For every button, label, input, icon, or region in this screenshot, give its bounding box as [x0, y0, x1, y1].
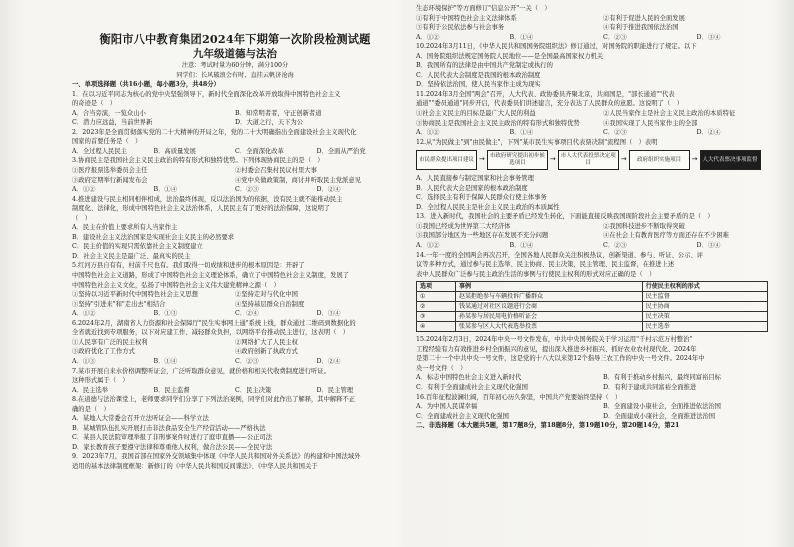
- text-line: 5.红河万县自有有，村前千尺也有。我们取得一切成绩和进步的根本原因是：开辟了: [72, 262, 305, 270]
- option-item: B．①③: [153, 310, 178, 318]
- text-line: 二、非选择题（本大题共5题，第17题8分，第18题8分，第19题10分，第20题14分，第21: [416, 422, 680, 430]
- table-cell: ④: [417, 322, 456, 332]
- text-line: D．全过程人民民主是社会主义民主政治的本质属性: [416, 203, 560, 211]
- text-line: D．家长教育孩子要遵守法律和尊重他人权利，做合法公民——全民守法: [72, 443, 273, 451]
- option-item: A．①②: [72, 310, 96, 318]
- text-line: A．某地人大常委会召开立法听证会——科学立法: [72, 415, 209, 423]
- flow-step: 政府组织实施项目: [629, 150, 690, 170]
- text-line: 1．在以习近平同志为核心的党中央坚强领导下，新时代全面深化改革开放取得中国特色社会主义: [72, 90, 341, 98]
- option-row: [416, 119, 790, 129]
- left-question-list: [72, 80, 398, 471]
- option-row: [416, 231, 790, 241]
- option-item: ②人民当家作主是社会主义民主政治的本质特征: [603, 110, 736, 118]
- option-item: B．全面建设小康社会，全面推进依法治国: [603, 403, 721, 411]
- text-line: 表中人民群众广泛参与民主政治生活的事例与行使民主权利的形式对应正确的是（ ）: [416, 270, 656, 278]
- table-cell: 张某参与区人大代表选举投票: [456, 322, 643, 332]
- option-item: B．①④: [509, 242, 534, 250]
- option-item: C．②④: [235, 310, 259, 318]
- option-item: ②坚持走对与代化中国: [235, 291, 298, 299]
- option-row: [72, 166, 398, 176]
- text-line: C．民主价值的实现只需依靠社会主义制度建立: [72, 243, 203, 251]
- text-line: 工程经验有力有效推进乡村全面振兴的意见，提出深入推进乡村振兴、抓好农业农村现代化、2024年: [416, 345, 697, 353]
- option-row: [72, 347, 398, 357]
- arrow-right-icon: →: [691, 155, 698, 164]
- option-item: A．①②: [416, 129, 440, 137]
- option-item: ①人民享有广泛的民主权利: [72, 338, 148, 346]
- option-item: ②有利于促进人民的全面发展: [603, 14, 685, 22]
- option-item: A．全过程人民民主: [72, 147, 127, 155]
- option-row: [416, 412, 790, 422]
- arrow-right-icon: →: [479, 155, 485, 164]
- text-line: 4.推进建设与民主相同相伴相成，法治最终体现，反以法治国为的依据，没有民主就不能推动民主: [72, 195, 343, 203]
- option-item: ③有利于公民依法参与社会事务: [416, 24, 505, 32]
- option-item: C．②③: [235, 186, 259, 194]
- text-line: A．国务院组织法规定国务院人民地位——是全国最高国家权力机关: [416, 52, 604, 60]
- option-item: ③我国部分地区为一些地区存在发展不充分问题: [416, 232, 549, 240]
- table-cell: 民主选举: [642, 322, 767, 332]
- right-column: [416, 4, 790, 544]
- option-row: [416, 33, 790, 43]
- option-item: D．大道之行，天下为公: [235, 119, 304, 127]
- text-line: 2．2023年是全面贯彻落实党的二十大精神的开局之年，党的二十大明确指出全面建设社会主义现代化: [72, 128, 357, 136]
- text-line: 12.从"为民做主"到"由民做主"，下列"某市民生实事项目代表票决制"流程图（ ）表明: [416, 138, 658, 146]
- table-cell: 赵某拒绝参与车辆投诉广播群众: [456, 292, 643, 302]
- option-row: [416, 109, 790, 119]
- option-item: ②网络扩大了人民主权: [235, 338, 298, 346]
- text-line: （ ）: [72, 214, 91, 222]
- text-line: 7.某市开展自来水价格调整听证会，广泛听取群众意见，就价格和相关代收费制度进行听证。: [72, 367, 330, 375]
- option-item: B．①④: [509, 33, 534, 41]
- option-item: ①医疗报票选举委员会主任: [72, 167, 148, 175]
- table-cell: 民主监督: [642, 292, 767, 302]
- option-item: D．全面从严治党: [316, 147, 366, 155]
- option-item: D．全面建成小康社会，全面推进法治国: [603, 412, 716, 420]
- option-item: B．①④: [153, 186, 178, 194]
- option-item: ③协商民主是我国社会主义民主政治的特有形式和独特优势: [416, 119, 580, 127]
- table-cell: 钱某通过对社区议题进行会商: [456, 302, 643, 312]
- text-line: 15.2024年2月3日，2024年中央一号文件发布，中共中央国务院关于学习运用"千村示范万村整治": [416, 336, 693, 344]
- text-line: 9．2023年7月，我国首部在国家外交领域集中体现《中华人民共和国对外关系法》的构建和中国法域外: [72, 453, 361, 461]
- option-row: [72, 185, 398, 195]
- option-row: [72, 386, 398, 396]
- option-row: [416, 14, 790, 24]
- option-item: C．有利于全面建成社会主义现代化强国: [416, 383, 528, 391]
- option-item: ③坚持"引进来"和"走出去"相结合: [72, 300, 166, 308]
- option-item: A．为中国人民谋幸福: [416, 403, 478, 411]
- option-item: D．有利于建成共同富裕全面推进: [603, 383, 697, 391]
- option-item: C．全面建成社会主义现代化强国: [416, 412, 509, 420]
- text-line: 14.一年一度的全国两会再次召开，全国各地人民群众关注积极热议，创新渠道、参与、听证、公示、评: [416, 251, 704, 259]
- option-row: [72, 338, 398, 348]
- option-item: ④政府创新了执政方式: [235, 348, 298, 356]
- option-item: B．有利于推动乡村振兴，最终同富裕目标: [603, 374, 721, 382]
- option-item: ①社会主义民主的目标是最广大人民的利益: [416, 110, 536, 118]
- table-cell: 民主决策: [642, 312, 767, 322]
- exam-tip: 同学们：长风破浪会有时，直挂云帆济沧海: [176, 71, 294, 79]
- text-line: 是第二十一个中共中央一号文件，这是党的十八大以来第12个指导三农工作的中央一号文件。2024年中: [416, 355, 705, 363]
- text-line: 6.2024年2月，湖南省人力资源和社会保障厅"民生实事网上通"系统上线，群众通过二维码到数据化的: [72, 319, 356, 327]
- option-item: C．②③: [603, 242, 627, 250]
- text-line: 中国特色社会主义文化，弘扬了中国特色社会主义伟大建党精神之源（ ）: [72, 281, 280, 289]
- exam-subtitle: 九年级道德与法治: [193, 48, 277, 60]
- text-line: 一、单项选择题（共16小题，每小题3分，共48分）: [72, 81, 220, 89]
- option-item: C．潜力应远益，当前世界新: [72, 119, 153, 127]
- text-line: 全省就近找到专项服务，以下对应建工作、减轻群众负担，以网络平台推动民主进行，这表明（ ）: [72, 329, 350, 337]
- text-line: C．选择民主有利于保障人民群众行使主体事务: [416, 194, 547, 202]
- text-line: 适用的基本法律制度框架：新修订的《中华人民共和国反间谍法》、《中华人民共和国关于: [72, 462, 318, 470]
- option-row: [72, 290, 398, 300]
- option-row: [416, 383, 790, 393]
- left-column: [72, 4, 398, 544]
- option-row: [72, 118, 398, 128]
- option-item: ③政府优化了工作方式: [72, 348, 135, 356]
- option-item: C．②③: [235, 357, 259, 365]
- flow-step: 市政府研究提出初步候选项目: [487, 150, 548, 170]
- option-item: C．②③: [603, 129, 627, 137]
- table-header-cell: 事例: [456, 282, 643, 292]
- option-item: A．①②: [72, 186, 96, 194]
- table-header-row: [417, 282, 768, 292]
- option-item: ④在社会上有教育医疗等方面还存在不少困难: [603, 232, 729, 240]
- flow-step: 市民群众提出项目建议: [416, 150, 477, 170]
- table-cell: ②: [417, 302, 456, 312]
- exam-title: 衡阳市八中教育集团2024年下期第一次阶段检测试题: [99, 32, 371, 46]
- option-item: ①有利于中国特色社会主义法律体系: [416, 14, 517, 22]
- option-row: [416, 373, 790, 383]
- option-item: D．②④: [696, 129, 721, 137]
- option-item: ②村委会召集村民议村里大事: [235, 167, 317, 175]
- option-item: ②我国科技进步不断取得突破: [603, 222, 685, 230]
- table-body: [417, 292, 768, 332]
- question-14-table: [416, 281, 768, 332]
- right-question-list-bottom: [416, 335, 790, 430]
- text-line: 制度化、法律化，形成中国特色社会主义法治体系，人民民主有了更好的法治保障，这说明了: [72, 205, 331, 213]
- option-item: B．①④: [153, 357, 178, 365]
- option-item: B．知常明者者，守正创新者道: [235, 109, 322, 117]
- exam-note: 注意：考试时量为60分钟，满分100分: [181, 62, 289, 69]
- option-item: ④坚持基层群众自治制度: [235, 300, 305, 308]
- option-row: [416, 222, 790, 232]
- option-item: ④我国实现了人民当家作主的全部: [603, 119, 698, 127]
- option-item: B．民主监督: [153, 386, 190, 394]
- option-item: ①坚持以习近平新时代中国特色社会主义思想: [72, 291, 198, 299]
- text-line: 议等多种方式，通过参与民主选举、民主协商、民主决策，民主管理、民主监督，在推进上述: [416, 261, 675, 269]
- text-line: 生态环境保护"等方面修订"信息公开"一关（ ）: [416, 5, 551, 12]
- text-line: 这种形式属于（ ）: [72, 377, 129, 385]
- option-item: B．①④: [509, 129, 534, 137]
- option-item: ④党中央做政策制，商讨并听取民主党派意见: [235, 176, 361, 184]
- table-row: [417, 292, 768, 302]
- option-item: C．全面深化改革: [235, 147, 284, 155]
- process-flowchart: [416, 150, 790, 170]
- option-item: A．①②: [416, 242, 440, 250]
- option-row: [416, 128, 790, 138]
- text-line: 国家的首要任务是（ ）: [72, 138, 142, 146]
- option-row: [72, 357, 398, 367]
- option-item: B．高质量发展: [153, 147, 196, 155]
- option-item: A．合当旁演，一览众山小: [72, 109, 146, 117]
- table-cell: ①: [417, 292, 456, 302]
- text-line: B．我国所有的法律是由中国共产党制定或执行的: [416, 62, 553, 70]
- text-line: 中国特色社会主义道路，形成了中国特色社会主义理论体系，确立了中国特色社会主义制度，发展了: [72, 272, 350, 280]
- text-line: B．建设社会主义法治国家是实现社会主义民主的必然要求: [72, 233, 235, 241]
- right-question-list-mid: [416, 174, 790, 279]
- option-item: A．①②: [416, 33, 440, 41]
- option-row: [416, 23, 790, 33]
- option-row: [72, 300, 398, 310]
- text-line: 3.协商民主是我国社会主义民主政治的特有形式和独特优势。下列体现协商民主的是（ ）: [72, 157, 324, 165]
- option-item: D．③④: [316, 310, 341, 318]
- text-line: D．坚持依法治国，使人民当家作主成为现实: [416, 81, 541, 89]
- option-item: D．②④: [316, 357, 341, 365]
- option-item: C．民主决策: [235, 386, 272, 394]
- text-line: B．某城管队伍扎实开展打击非法食品安全生产经营活动——严格执法: [72, 424, 266, 432]
- text-line: 11.2024年3月全国"两会"召开，人大代表、政协委员齐聚北京，共商国是，"部长通道""代表: [416, 90, 675, 98]
- option-row: [72, 109, 398, 119]
- flow-step: 市人大代表投票决定项目: [558, 150, 619, 170]
- arrow-right-icon: →: [620, 155, 627, 164]
- option-item: A．民主选举: [72, 386, 109, 394]
- option-row: [72, 309, 398, 319]
- option-row: [416, 402, 790, 412]
- option-item: D．民主管理: [316, 386, 354, 394]
- text-line: 确的是（ ）: [72, 405, 110, 413]
- table-row: [417, 312, 768, 322]
- table-row: [417, 322, 768, 332]
- text-line: 10.2024年3月11日，《中华人民共和国国务院组织法》修订通过，对国务院的职能进行了规定。以下: [416, 43, 697, 51]
- text-line: C．某县人民法院审理举报了非刑事案件时进行了庭审直播——公正司法: [72, 434, 273, 442]
- table-cell: 民主协商: [642, 302, 767, 312]
- text-line: 8.在道德与法治课堂上，老师要求同学们分享了下列法治案例，同学们对此作出了解释，其中解释不正: [72, 396, 356, 404]
- option-item: D．②④: [316, 186, 341, 194]
- option-item: ④有利于推进我国依法治国: [603, 24, 679, 32]
- text-line: 13．进入新时代，我国社会的主要矛盾已经发生转化，下面能直接反映我国现阶段社会主要矛盾的是（ ）: [416, 213, 714, 221]
- text-line: A．民主在价值上要求所有人当家作主: [72, 224, 178, 232]
- option-item: C．②③: [603, 33, 627, 41]
- option-item: ①我国已经成为世界第二大经济体: [416, 222, 511, 230]
- table-cell: ③: [417, 312, 456, 322]
- text-line: 16.百年征程波澜壮阔，百年初心历久弥坚，中国共产党要始终坚持（ ）: [416, 393, 622, 401]
- text-line: C．人民代表大会制度是我国的根本政治制度: [416, 71, 541, 79]
- table-row: [417, 302, 768, 312]
- option-row: [72, 147, 398, 157]
- text-line: B．人民代表大会是国家的根本政治制度: [416, 184, 528, 192]
- arrow-right-icon: →: [549, 155, 556, 164]
- option-item: A．标志中国特色社会主义进入新时代: [416, 374, 522, 382]
- table-cell: 孙某参与居民用电价格听证会: [456, 312, 643, 322]
- option-item: D．③④: [696, 242, 721, 250]
- flow-step: 人大代表票决事项监督: [700, 150, 761, 170]
- text-line: 的奇迹是（ ）: [72, 100, 117, 108]
- text-line: 通道""委员通道"同步开启，代表委员们讲述建言，充分表达了人民群众的意愿。这说明了（ ）: [416, 100, 683, 108]
- option-row: [72, 176, 398, 186]
- option-item: ③政府定期举行新闻发布会: [72, 176, 148, 184]
- right-question-list-top: [416, 4, 790, 147]
- table-header-cell: 选项: [417, 282, 456, 292]
- option-row: [416, 241, 790, 251]
- option-item: D．③④: [696, 33, 721, 41]
- option-item: A．①③: [72, 357, 96, 365]
- text-line: A．人民直接参与制定国家和社会事务管理: [416, 175, 534, 183]
- text-line: 央一号文件（ ）: [416, 364, 467, 372]
- table-header-cell: 行使民主权利的形式: [642, 282, 767, 292]
- text-line: D．社会主义民主是最广泛、最真实的民主: [72, 252, 191, 260]
